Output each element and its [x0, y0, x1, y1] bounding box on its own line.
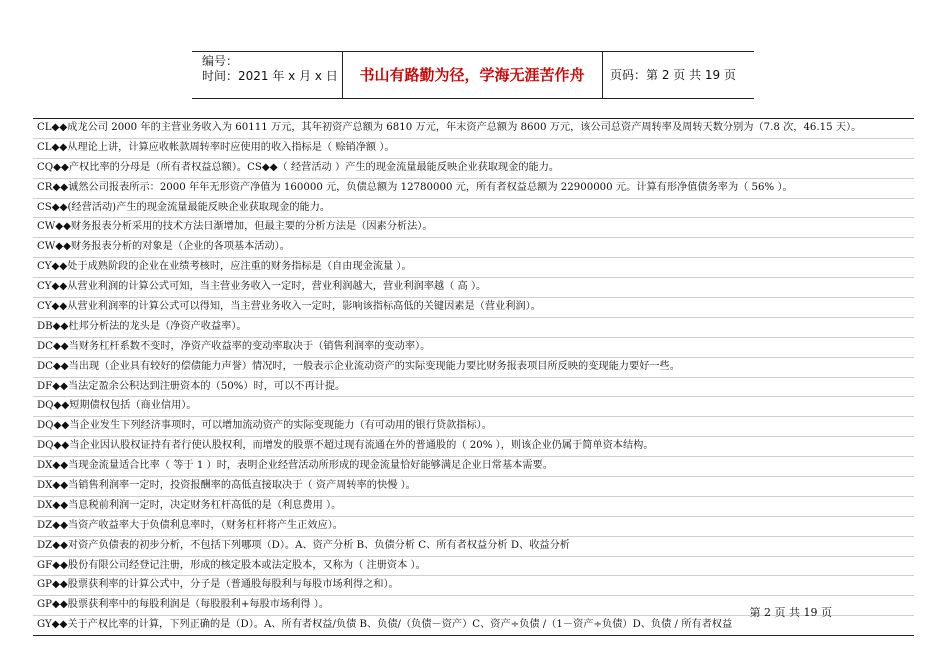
header-meta — [202, 54, 338, 84]
question-table — [33, 118, 914, 636]
table-row: DZ◆◆当资产收益率大于负债利息率时，（财务杠杆将产生正效应）。 — [33, 517, 914, 537]
table-row: GY◆◆关于产权比率的计算，下列正确的是（D）。A、所有者权益/负债 B、负债/（负债－资产）C、资产÷负债 /（1－资产÷负债）D、负债 / 所有者权益 — [37, 619, 733, 631]
header-page-code: 页码：第 2 页 共 19 页 — [610, 68, 736, 82]
table-row: CY◆◆从营业利润的计算公式可知，当主营业务收入一定时，营业利润越大，营业利润率越（ 高 ）。 — [33, 278, 914, 298]
table-row: CW◆◆财务报表分析的对象是（企业的各项基本活动）。 — [33, 238, 914, 258]
table-row: GF◆◆股份有限公司经登记注册，形成的核定股本或法定股本，又称为（ 注册资本 ）。 — [33, 557, 914, 577]
table-row: DZ◆◆对资产负债表的初步分析，不包括下列哪项（D）。A、资产分析 B、负债分析 C、所有者权益分析 D、收益分析 — [33, 537, 914, 557]
table-row: CQ◆◆产权比率的分母是（所有者权益总额）。CS◆◆（ 经营活动 ）产生的现金流量最能反映企业获取现金的能力。 — [33, 159, 914, 179]
page-header — [192, 51, 754, 99]
table-row: DB◆◆杜邦分析法的龙头是（净资产收益率）。 — [33, 318, 914, 338]
table-row: DC◆◆当财务杠杆系数不变时，净资产收益率的变动率取决于（销售利润率的变动率）。 — [33, 338, 914, 358]
table-row: GP◆◆股票获利率中的每股利润是（每股股利+每股市场利得 ）。 — [33, 596, 914, 616]
table-row: DF◆◆当法定盈余公积达到注册资本的（50%）时，可以不再计提。 — [33, 378, 914, 398]
time-label: 时间：2021 年 x 月 x 日 — [202, 69, 338, 83]
table-row: DX◆◆当现金流量适合比率（ 等于 1 ）时，表明企业经营活动所形成的现金流量恰好能够满足企业日常基本需要。 — [33, 457, 914, 477]
table-row: DQ◆◆当企业发生下列经济事项时，可以增加流动资产的实际变现能力（有可动用的银行贷款指标）。 — [33, 417, 914, 437]
table-row: CL◆◆成龙公司 2000 年的主营业务收入为 60111 万元，其年初资产总额为 6810 万元，年末资产总额为 8600 万元，该公司总资产周转率及周转天数分别为（7.8 次，46.15 天）。 — [33, 119, 914, 139]
header-divider — [602, 52, 603, 98]
page-footer: 第 2 页 共 19 页 — [749, 606, 832, 619]
table-row: DC◆◆当出现（企业具有较好的偿债能力声誉）情况时，一般表示企业流动资产的实际变现能力要比财务报表项目所反映的变现能力要好一些。 — [33, 358, 914, 378]
table-row: CR◆◆诚然公司报表所示：2000 年年无形资产净值为 160000 元，负债总额为 12780000 元，所有者权益总额为 22900000 元。计算有形净值债务率为（ 56% ）。 — [33, 179, 914, 199]
table-row: DX◆◆当销售利润率一定时，投资报酬率的高低直接取决于（ 资产周转率的快慢 ）。 — [33, 477, 914, 497]
table-row: CS◆◆(经营活动)产生的现金流量最能反映企业获取现金的能力。 — [33, 199, 914, 219]
table-row: CL◆◆从理论上讲，计算应收帐款周转率时应使用的收入指标是（ 赊销净额 ）。 — [33, 139, 914, 159]
table-row: GP◆◆股票获利率的计算公式中，分子是（普通股每股利与每股市场利得之和）。 — [33, 576, 914, 596]
table-row: CY◆◆处于成熟阶段的企业在业绩考核时，应注重的财务指标是（自由现金流量 ）。 — [33, 258, 914, 278]
table-row: DX◆◆当息税前利润一定时，决定财务杠杆高低的是（利息费用 ）。 — [33, 497, 914, 517]
table-row: DQ◆◆短期债权包括（商业信用）。 — [33, 397, 914, 417]
table-row: CW◆◆财务报表分析采用的技术方法日渐增加，但最主要的分析方法是（因素分析法）。 — [33, 218, 914, 238]
table-row: DQ◆◆当企业因认股权证持有者行使认股权利，而增发的股票不超过现有流通在外的普通股的（ 20% ），则该企业仍属于简单资本结构。 — [33, 437, 914, 457]
table-row: CY◆◆从营业利润率的计算公式可以得知，当主营业务收入一定时，影响该指标高低的关键因素是（营业利润）。 — [33, 298, 914, 318]
number-label: 编号： — [202, 54, 239, 68]
header-motto: 书山有路勤为径，学海无涯苦作舟 — [359, 66, 585, 84]
